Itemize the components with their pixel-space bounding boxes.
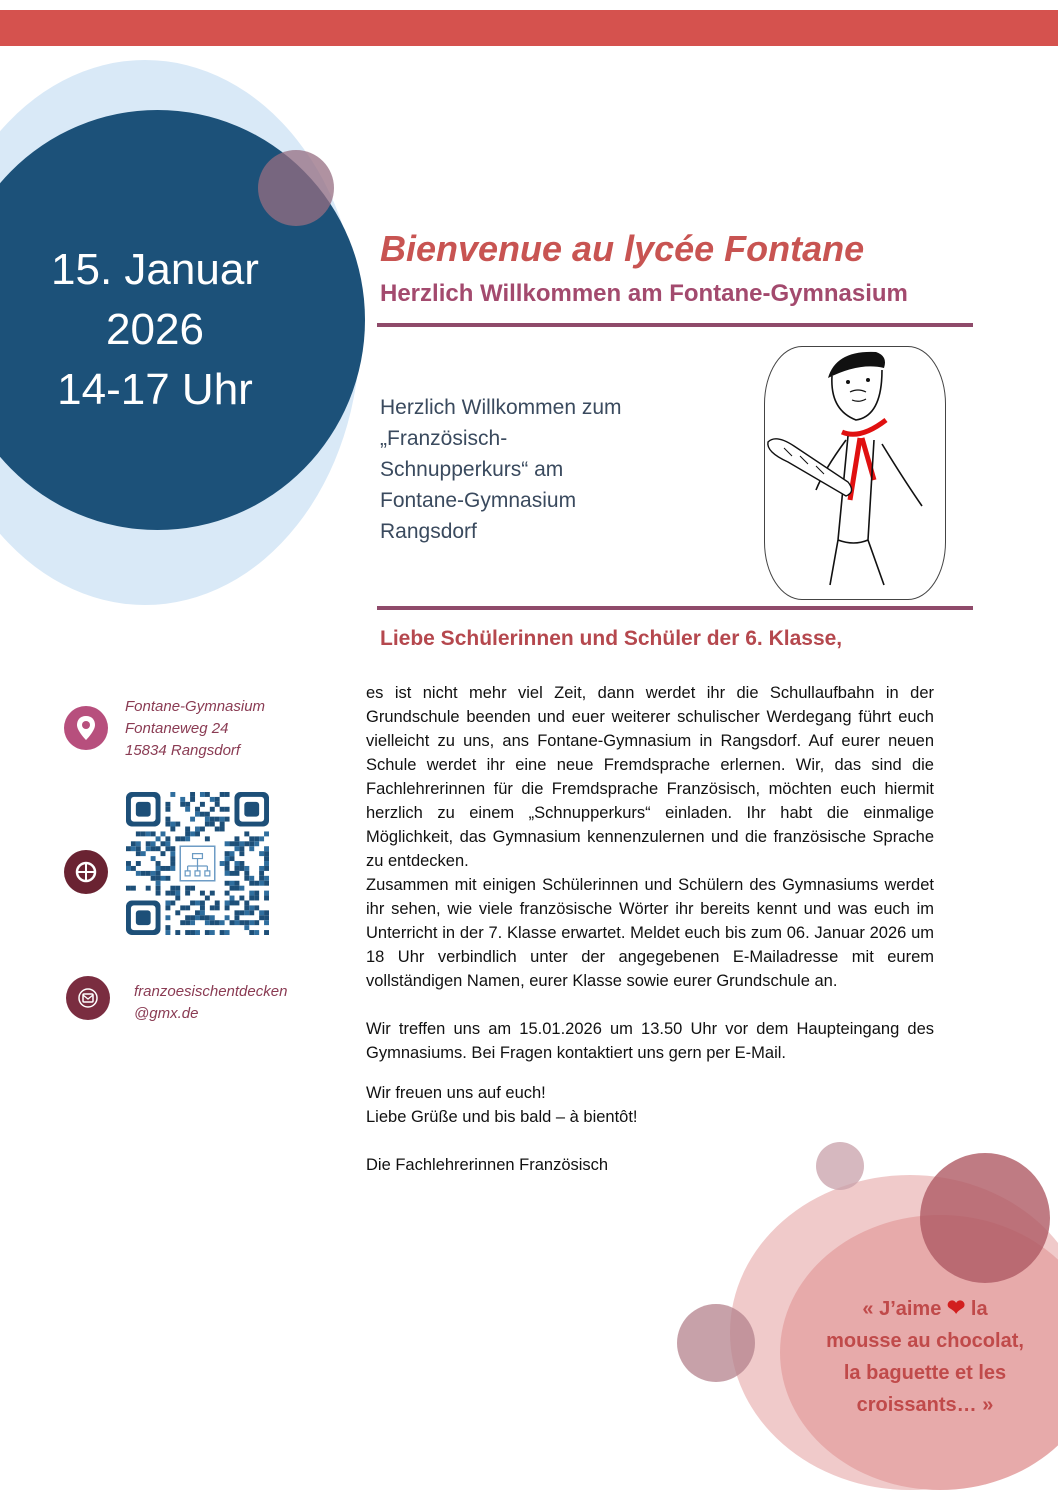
mail-icon — [66, 976, 110, 1020]
quote-line: la baguette et les — [843, 1362, 1007, 1384]
school-address — [125, 696, 265, 762]
email-line: franzoesischentdecken — [134, 983, 288, 1000]
french-quote — [815, 1292, 1035, 1421]
date-day: 15. Januar — [51, 245, 259, 294]
quote-line: croissants… » — [856, 1394, 994, 1416]
address-line: Fontaneweg 24 — [125, 720, 229, 737]
page-title-german: Herzlich Willkommen am Fontane-Gymnasium — [380, 280, 908, 307]
divider — [377, 606, 973, 610]
date-time: 14-17 Uhr — [57, 365, 253, 414]
decorative-circle — [816, 1142, 864, 1190]
qr-code[interactable] — [126, 792, 269, 935]
body-paragraph: Zusammen mit einigen Schülerinnen und Schülern des Gymnasiums werdet ihr sehen, wie viele französische Wörter ihr bereits kennt und was euch im Unterricht in der 7. Klasse erwartet. Meldet euch bis zum 06. Januar 2026 um 18 Uhr verbindlich unter der angegebenen E-Mailadresse mit eurem vollständigen Namen, eurer Klasse sowie eurer Grundschule an. — [366, 876, 934, 990]
french-man-illustration — [764, 340, 954, 600]
welcome-text — [380, 392, 670, 547]
quote-line: mousse au chocolat, — [826, 1330, 1024, 1352]
page-title-french: Bienvenue au lycée Fontane — [380, 228, 865, 269]
address-line: 15834 Rangsdorf — [125, 742, 241, 759]
welcome-line: Rangsdorf — [380, 520, 477, 543]
letter-body — [366, 681, 934, 1177]
website-icon — [64, 850, 108, 894]
location-pin-icon — [64, 706, 108, 750]
welcome-line: „Französisch- — [380, 427, 508, 450]
divider — [377, 323, 973, 327]
welcome-line: Fontane-Gymnasium — [380, 489, 577, 512]
decorative-circle — [677, 1304, 755, 1382]
greeting-heading: Liebe Schülerinnen und Schüler der 6. Klasse, — [380, 627, 843, 650]
welcome-line: Schnupperkurs“ am — [380, 458, 564, 481]
body-paragraph: es ist nicht mehr viel Zeit, dann werdet ihr die Schullaufbahn in der Grundschule beenden und euer weiterer schulischer Werdegang führt euch vielleicht zu uns, ans Fontane-Gymnasium in Rangsdorf. Auf eurer neuen Schule werdet ihr eine neue Fremdsprache erlernen. Wir, das sind die Fachlehrerinnen für die Fremdsprache Französisch, möchten euch hiermit herzlich zu einem „Schnupperkurs“ einladen. Ihr habt die einmalige Möglichkeit, das Gymnasium kennenzulernen und die französische Sprache zu entdecken. — [366, 684, 934, 870]
body-line: Liebe Grüße und bis bald – à bientôt! — [366, 1108, 638, 1126]
quote-text: « J’aime — [862, 1298, 942, 1320]
heart-icon: ❤ — [946, 1295, 966, 1320]
contact-email[interactable] — [134, 981, 287, 1025]
welcome-line: Herzlich Willkommen zum — [380, 396, 622, 419]
event-date — [20, 240, 290, 420]
body-line: Wir freuen uns auf euch! — [366, 1084, 546, 1102]
email-line: @gmx.de — [134, 1005, 199, 1022]
date-year: 2026 — [106, 305, 204, 354]
quote-text: la — [970, 1298, 988, 1320]
body-paragraph: Wir treffen uns am 15.01.2026 um 13.50 Uhr vor dem Haupteingang des Gymnasiums. Bei Fragen kontaktiert uns gern per E-Mail. — [366, 1020, 934, 1062]
decorative-circle — [920, 1153, 1050, 1283]
decorative-circle — [258, 150, 334, 226]
address-line: Fontane-Gymnasium — [125, 698, 266, 715]
top-banner-bar — [0, 10, 1058, 46]
signature-line: Die Fachlehrerinnen Französisch — [366, 1156, 609, 1174]
